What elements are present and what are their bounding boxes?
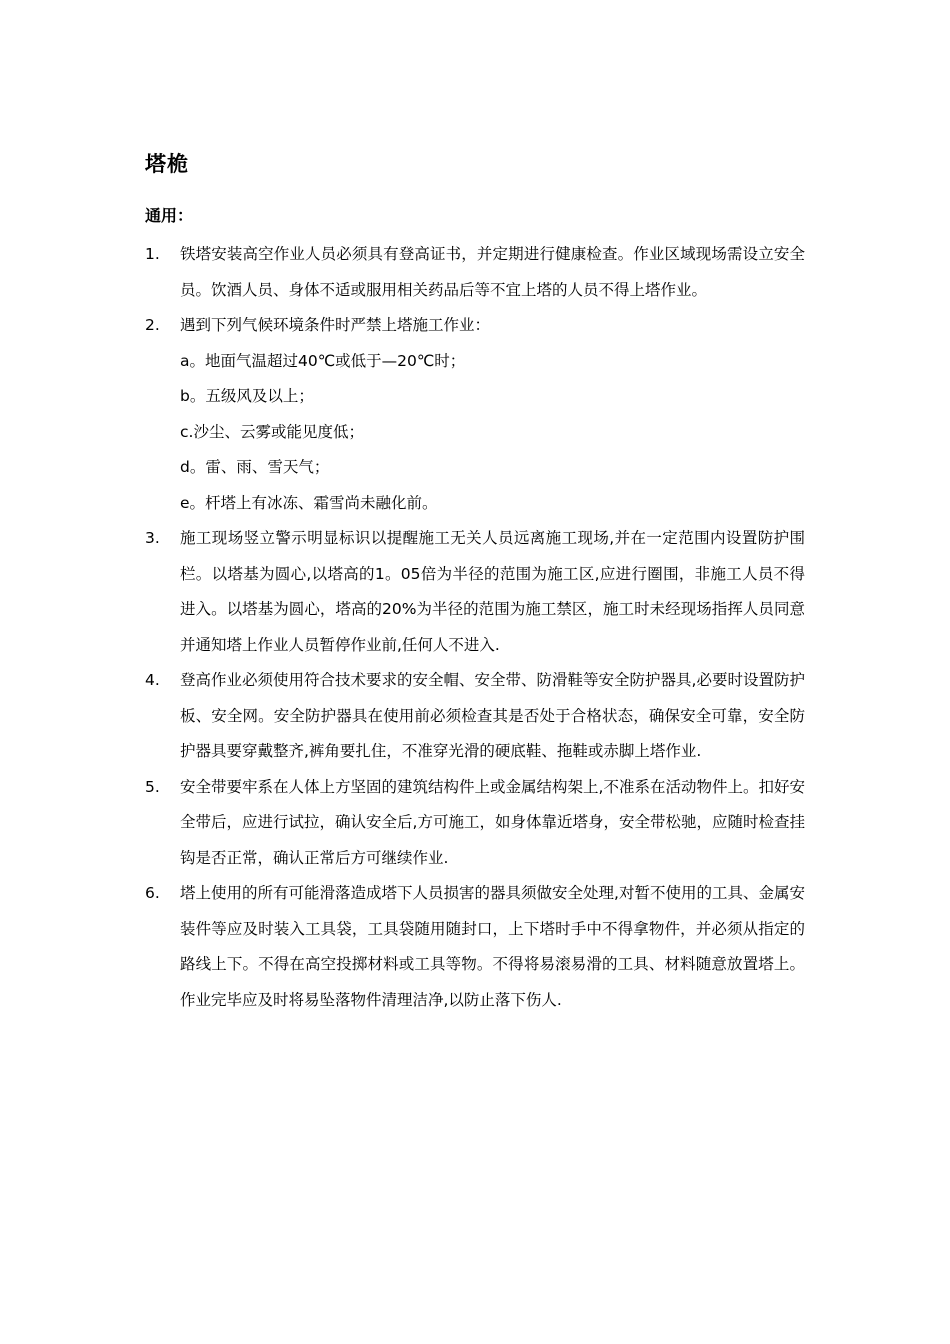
section-subheading: 通用： [145,206,194,225]
list-item-text: 施工现场竖立警示明显标识以提醒施工无关人员远离施工现场,并在一定范围内设置防护围栏。以塔基为圆心,以塔高的1。05倍为半径的范围为施工区,应进行圈围，非施工人员不得进入。以塔基为圆心，塔高的20%为半径的范围为施工禁区，施工时未经现场指挥人员同意并通知塔上作业人员暂停作业前,任何人不进入. [180,529,805,654]
list-item-4 [145,663,805,770]
sub-item-d: d。雷、雨、雪天气； [180,458,330,476]
list-item-number: 2. [145,316,160,334]
list-item-text: 遇到下列气候环境条件时严禁上塔施工作业： [180,316,491,334]
sub-item-c: c.沙尘、云雾或能见度低； [180,422,364,441]
sub-item-e: e。杆塔上有冰冻、霜雪尚未融化前。 [180,493,438,512]
list-item-number: 5. [145,777,160,796]
list-item-text: 安全带要牢系在人体上方坚固的建筑结构件上或金属结构架上,不准系在活动物件上。扣好安全带后，应进行试拉，确认安全后,方可施工，如身体靠近塔身，安全带松驰，应随时检查挂钩是否正常，确认正常后方可继续作业. [180,777,805,867]
list-item-6 [145,876,805,1018]
list-item-2 [145,308,805,344]
list-item-5 [145,770,805,877]
numbered-list [145,237,805,1018]
list-item-text: 登高作业必须使用符合技术要求的安全帽、安全带、防滑鞋等安全防护器具,必要时设置防护板、安全网。安全防护器具在使用前必须检查其是否处于合格状态，确保安全可靠，安全防护器具要穿戴整齐,裤角要扎住，不准穿光滑的硬底鞋、拖鞋或赤脚上塔作业. [180,671,805,760]
sub-item-a: a。地面气温超过40℃或低于—20℃时； [180,351,466,370]
list-item-1 [145,237,805,308]
list-item-number: 6. [145,884,160,902]
list-item-3 [145,521,805,663]
list-item-number: 4. [145,671,160,689]
sub-item-b: b。五级风及以上； [180,387,314,405]
list-item-text: 铁塔安装高空作业人员必须具有登高证书，并定期进行健康检查。作业区域现场需设立安全员。饮酒人员、身体不适或服用相关药品后等不宜上塔的人员不得上塔作业。 [180,245,805,299]
page-title: 塔桅 [145,152,189,176]
list-item-number: 3. [145,529,160,547]
list-item-number: 1. [145,245,160,263]
list-item-text: 塔上使用的所有可能滑落造成塔下人员损害的器具须做安全处理,对暂不使用的工具、金属安装件等应及时装入工具袋，工具袋随用随封口，上下塔时手中不得拿物件，并必须从指定的路线上下。不得在高空投掷材料或工具等物。不得将易滚易滑的工具、材料随意放置塔上。作业完毕应及时将易坠落物件清理洁净,以防止落下伤人. [180,884,805,1009]
